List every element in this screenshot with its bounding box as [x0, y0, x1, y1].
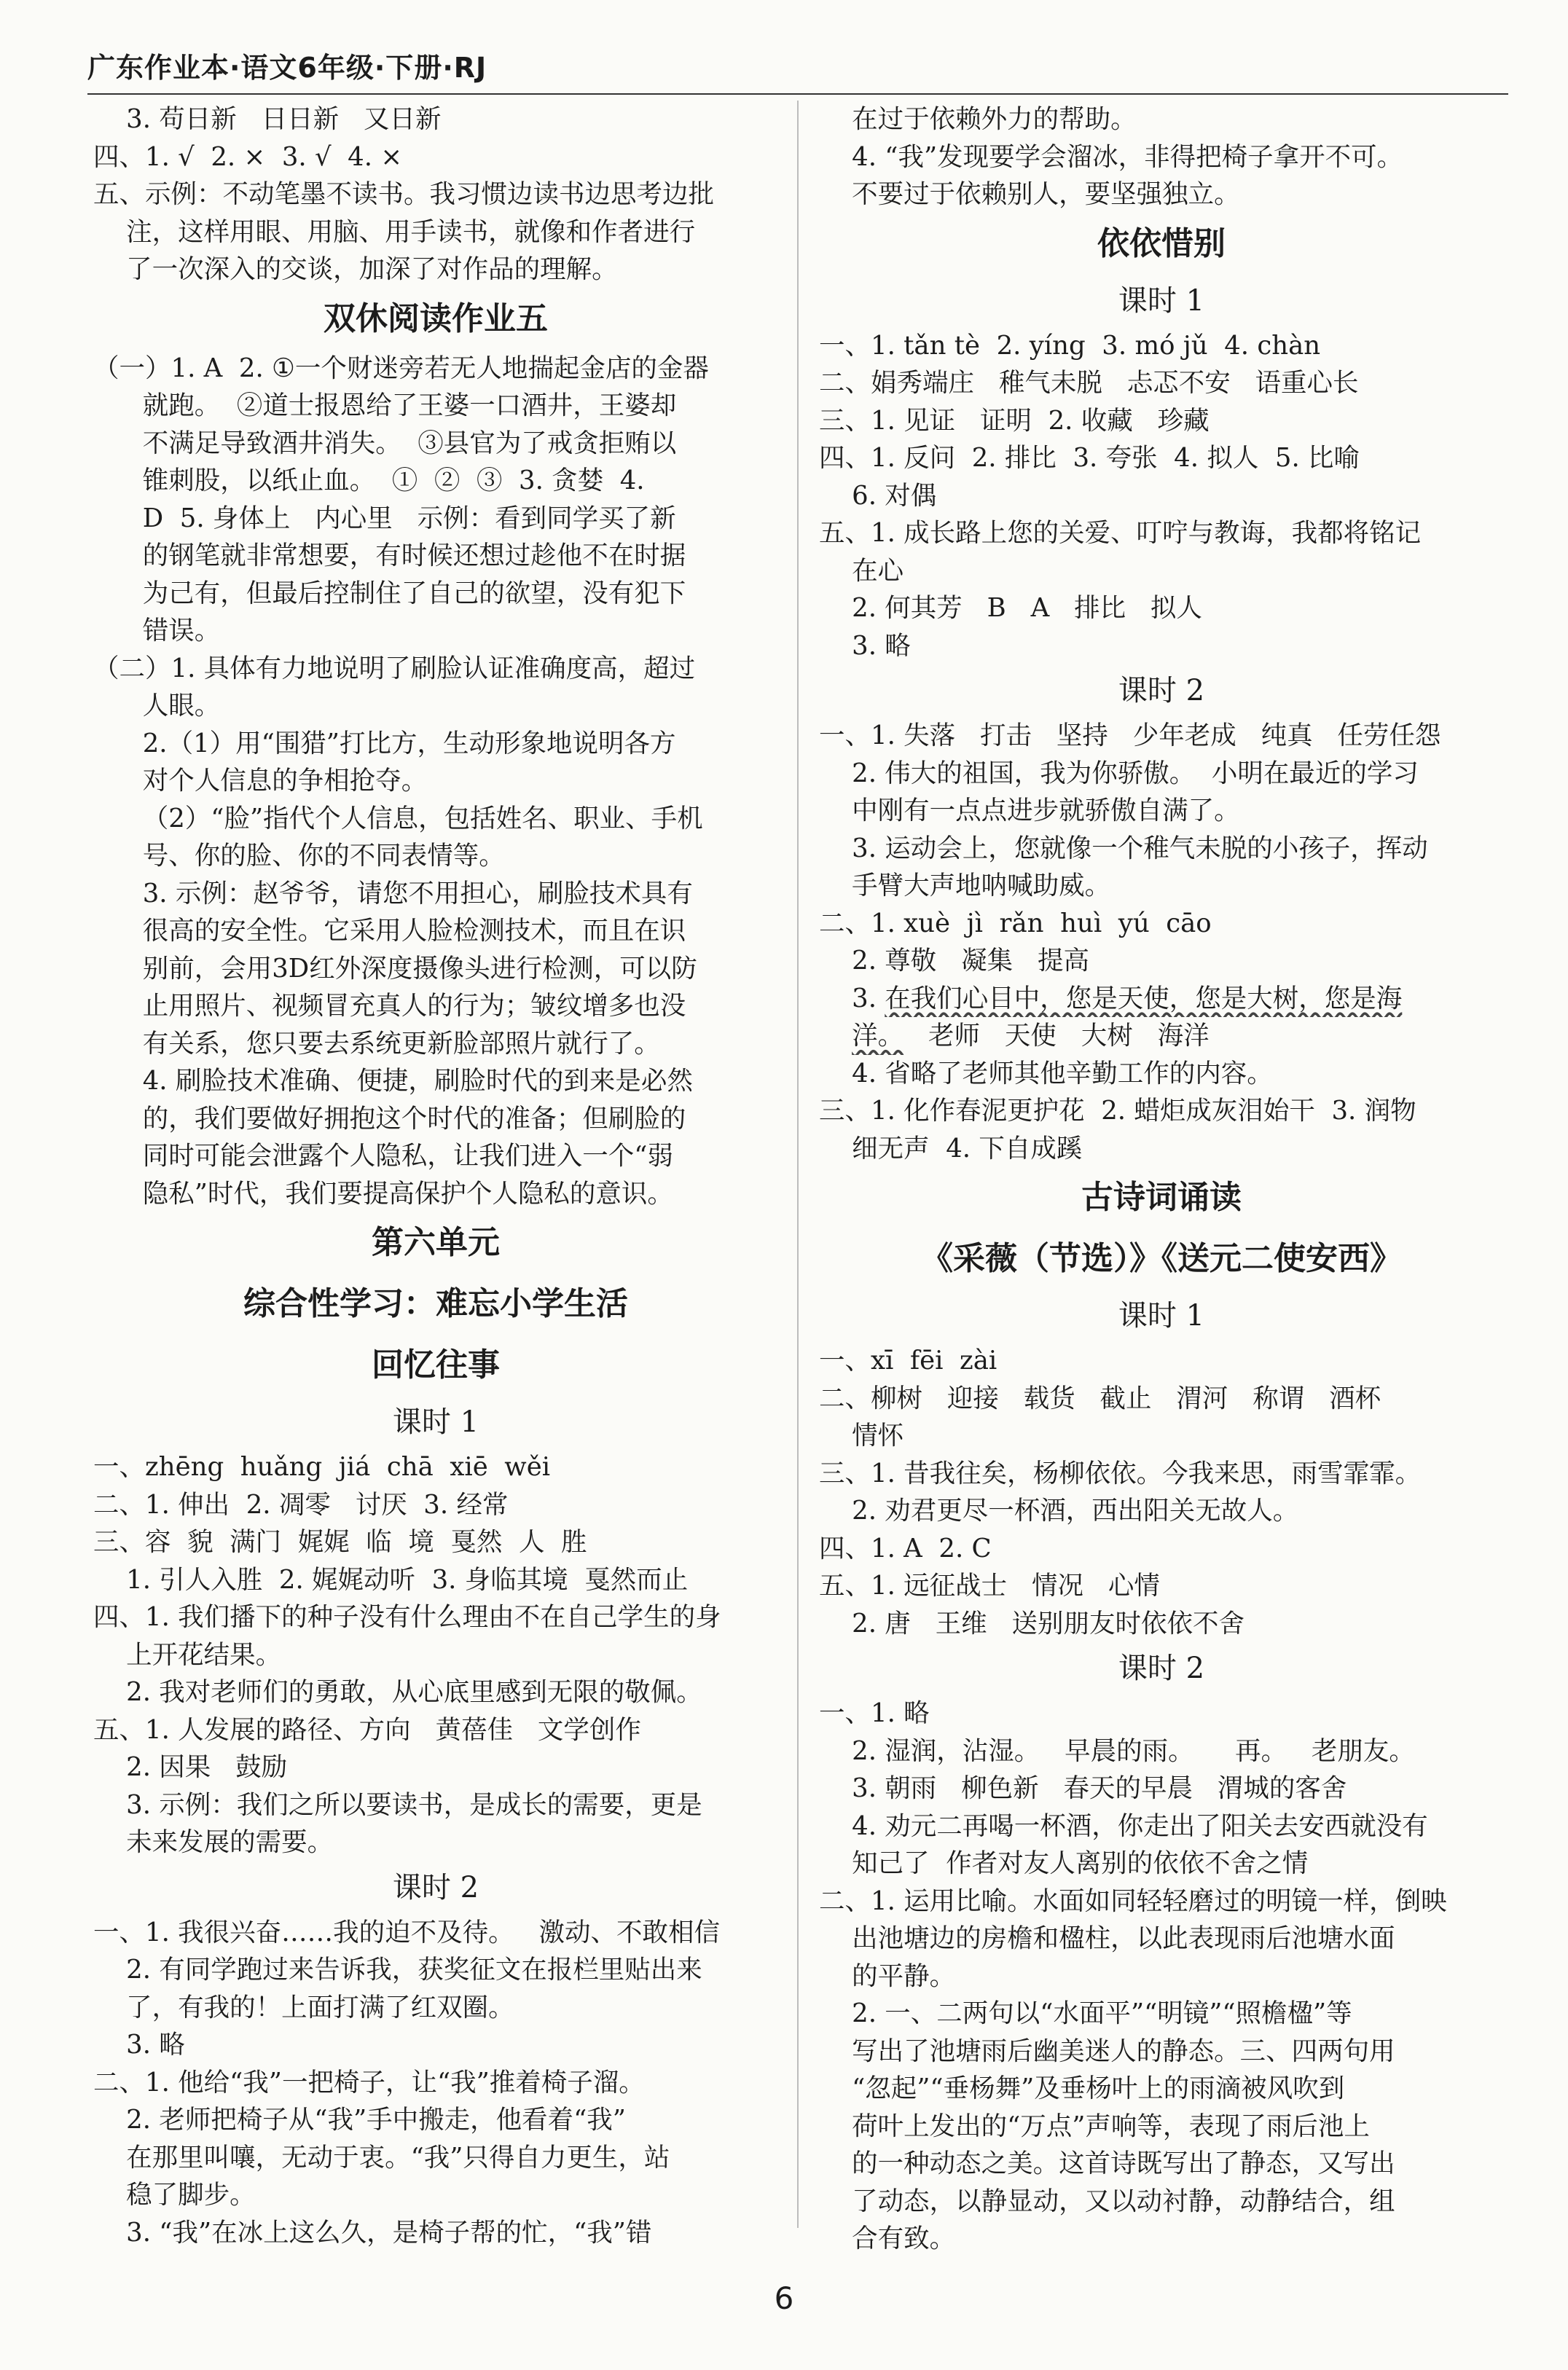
answer-line: 2. 一、二两句以“水面平”“明镜”“照檐楹”等	[819, 1998, 1352, 2028]
answer-line: 三、1. 见证 证明 2. 收藏 珍藏	[819, 405, 1210, 436]
answer-line: 3. 运动会上，您就像一个稚气未脱的小孩子，挥动	[819, 833, 1428, 863]
answer-line: 一、1. 我很兴奋……我的迫不及待。 激动、不敢相信	[93, 1917, 721, 1947]
answer-line: 二、1. 运用比喻。水面如同轻轻磨过的明镜一样，倒映	[819, 1886, 1447, 1916]
header-rule	[87, 93, 1508, 95]
answer-line: 3. 在我们心目中，您是天使，您是大树，您是海	[819, 983, 1403, 1013]
answer-line: 二、1. xuè jì rǎn huì yú cāo	[819, 908, 1212, 938]
answer-line: 4. “我”发现要学会溜冰，非得把椅子拿开不可。	[819, 141, 1403, 172]
answer-line: 中刚有一点点进步就骄傲自满了。	[819, 796, 1240, 825]
answer-line: 四、1. √ 2. × 3. √ 4. ×	[93, 141, 403, 172]
answer-line: 3. 示例：我们之所以要读书，是成长的需要，更是	[93, 1789, 702, 1820]
answer-line: 2. 尊敬 凝集 提高	[819, 946, 1089, 976]
answer-line: 写出了池塘雨后幽美迷人的静态。三、四两句用	[819, 2036, 1395, 2066]
answer-line: 2. 伟大的祖国，我为你骄傲。 小明在最近的学习	[819, 758, 1419, 788]
lesson-heading: 课时 1	[1118, 1299, 1205, 1333]
answer-line: 二、娟秀端庄 稚气未脱 忐忑不安 语重心长	[819, 368, 1359, 398]
answer-line: 2. 我对老师们的勇敢，从心底里感到无限的敬佩。	[93, 1677, 702, 1707]
answer-line: 在过于依赖外力的帮助。	[819, 104, 1137, 134]
answer-line: “忽起”“垂杨舞”及垂杨叶上的雨滴被风吹到	[819, 2073, 1345, 2103]
answer-line: 注，这样用眼、用脑、用手读书，就像和作者进行	[93, 216, 696, 247]
answer-line: 3. 略	[93, 2030, 185, 2060]
answer-line: 一、1. tǎn tè 2. yíng 3. mó jǔ 4. chàn	[819, 330, 1321, 361]
answer-line: 的，我们要做好拥抱这个时代的准备；但刷脸的	[93, 1103, 686, 1134]
answer-line: 稳了脚步。	[93, 2180, 256, 2210]
answer-line: 止用照片、视频冒充真人的行为；皱纹增多也没	[93, 991, 686, 1021]
answer-line: 2. 唐 王维 送别朋友时依依不舍	[819, 1608, 1244, 1639]
answer-line: 3. 朝雨 柳色新 春天的早晨 渭城的客舍	[819, 1773, 1347, 1803]
answer-line: 3. 略	[819, 630, 911, 661]
answer-line: 3. “我”在冰上这么久，是椅子帮的忙，“我”错	[93, 2217, 652, 2248]
answer-line: 错误。	[93, 616, 221, 646]
answer-line: D 5. 身体上 内心里 示例：看到同学买了新	[93, 503, 676, 533]
lesson-heading: 课时 2	[392, 1870, 479, 1904]
answer-line: 4. 省略了老师其他辛勤工作的内容。	[819, 1058, 1273, 1088]
answer-line: 2. 湿润，沾湿。 早晨的雨。 再。 老朋友。	[819, 1735, 1415, 1766]
answer-line: 隐私”时代，我们要提高保护个人隐私的意识。	[93, 1178, 673, 1209]
answer-line: 6. 对偶	[819, 480, 937, 511]
answer-line: 二、1. 他给“我”一把椅子，让“我”推着椅子溜。	[93, 2067, 645, 2098]
answer-line: 二、1. 伸出 2. 凋零 讨厌 3. 经常	[93, 1489, 509, 1520]
answer-line: 的一种动态之美。这首诗既写出了静态，又写出	[819, 2149, 1395, 2178]
answer-line: 五、示例：不动笔墨不读书。我习惯边读书边思考边批	[93, 179, 715, 209]
answer-line: （一）1. A 2. ①一个财迷旁若无人地揣起金店的金器	[93, 353, 709, 383]
wavy-underlined-text: 在我们心目中，您是天使，您是大树，您是海	[885, 983, 1403, 1013]
left-column	[93, 101, 778, 2251]
answer-line: 洋。 老师 天使 大树 海洋	[852, 1021, 1210, 1051]
answer-line: 3. 示例：赵爷爷，请您不用担心，刷脸技术具有	[93, 878, 693, 909]
wavy-underlined-text: 洋。	[852, 1021, 904, 1051]
lesson-heading: 课时 2	[1118, 674, 1205, 707]
answer-line: 1. 引人入胜 2. 娓娓动听 3. 身临其境 戛然而止	[93, 1564, 689, 1595]
answer-line: （2）“脸”指代个人信息，包括姓名、职业、手机	[93, 803, 703, 833]
right-column	[819, 101, 1504, 2258]
answer-line: 一、1. 失落 打击 坚持 少年老成 纯真 任劳任怨	[819, 721, 1441, 750]
answer-line: 很高的安全性。它采用人脸检测技术，而且在识	[93, 916, 686, 946]
answer-line: 二、柳树 迎接 载货 截止 渭河 称谓 酒杯	[819, 1383, 1381, 1413]
answer-line: 一、1. 略	[819, 1698, 930, 1728]
answer-line: 三、1. 昔我往矣，杨柳依依。今我来思，雨雪霏霏。	[819, 1458, 1422, 1488]
column-divider	[797, 101, 799, 2228]
answer-line: 合有致。	[819, 2224, 956, 2253]
lesson-heading: 课时 1	[1118, 283, 1205, 318]
answer-line: 锥刺股，以纸止血。 ① ② ③ 3. 贪婪 4.	[93, 466, 645, 495]
answer-line: 出池塘边的房檐和楹柱，以此表现雨后池塘水面	[819, 1923, 1395, 1953]
answer-line: 情怀	[819, 1421, 904, 1451]
lesson-heading: 课时 2	[1118, 1652, 1205, 1685]
answer-line: 4. 刷脸技术准确、便捷，刷脸时代的到来是必然	[93, 1066, 693, 1096]
answer-line: 3. 苟日新 日日新 又日新	[93, 104, 442, 134]
answer-line: 就跑。 ②道士报恩给了王婆一口酒井，王婆却	[93, 391, 677, 420]
answer-line: （二）1. 具体有力地说明了刷脸认证准确度高，超过	[93, 653, 696, 683]
answer-line: 了一次深入的交谈，加深了对作品的理解。	[93, 254, 618, 284]
answer-line: 的平静。	[819, 1961, 956, 1991]
answer-line: 五、1. 远征战士 情况 心情	[819, 1571, 1160, 1601]
answer-line: 四、1. A 2. C	[819, 1533, 992, 1563]
section-heading: 古诗词诵读	[1081, 1179, 1242, 1216]
answer-line: 2. 何其芳 B A 排比 拟人	[819, 593, 1202, 623]
answer-line: 2.（1）用“围猎”打比方，生动形象地说明各方	[93, 728, 676, 758]
answer-line: 四、1. 反问 2. 排比 3. 夸张 4. 拟人 5. 比喻	[819, 443, 1360, 473]
answer-line: 五、1. 成长路上您的关爱、叮咛与教诲，我都将铭记	[819, 518, 1422, 548]
answer-line: 号、你的脸、你的不同表情等。	[93, 841, 505, 871]
answer-line: 不满足导致酒井消失。 ③县官为了戒贪拒贿以	[93, 428, 677, 458]
answer-line: 人眼。	[93, 691, 221, 721]
answer-line: 4. 劝元二再喝一杯酒，你走出了阳关去安西就没有	[819, 1810, 1428, 1841]
answer-line: 三、容 貌 满门 娓娓 临 境 戛然 人 胜	[93, 1527, 587, 1557]
answer-line: 有关系，您只要去系统更新脸部照片就行了。	[93, 1028, 660, 1059]
answer-line: 手臂大声地呐喊助威。	[819, 871, 1111, 900]
answer-line: 2. 老师把椅子从“我”手中搬走，他看着“我”	[93, 2105, 626, 2135]
answer-line: 了动态，以静显动，又以动衬静，动静结合，组	[819, 2186, 1395, 2216]
page-number: 6	[774, 2280, 794, 2316]
answer-line: 在那里叫嚷，无动于衷。“我”只得自力更生，站	[93, 2142, 670, 2173]
answer-line: 对个人信息的争相抢夺。	[93, 766, 428, 796]
answer-line: 2. 劝君更尽一杯酒，西出阳关无故人。	[819, 1496, 1299, 1526]
section-heading: 依依惜别	[1097, 224, 1226, 262]
answer-line: 上开花结果。	[93, 1639, 282, 1670]
answer-line: 细无声 4. 下自成蹊	[819, 1133, 1083, 1164]
answer-line: 一、xī fēi zài	[819, 1346, 997, 1376]
answer-line: 2. 因果 鼓励	[93, 1752, 288, 1782]
answer-line: 别前，会用3D红外深度摄像头进行检测，可以防	[93, 953, 697, 984]
answer-line: 同时可能会泄露个人隐私，让我们进入一个“弱	[93, 1141, 673, 1171]
section-heading: 回忆往事	[372, 1346, 500, 1384]
answer-line: 2. 有同学跑过来告诉我，获奖征文在报栏里贴出来	[93, 1955, 702, 1985]
section-heading: 《采薇（节选）》《送元二使安西》	[921, 1240, 1402, 1277]
section-heading: 双休阅读作业五	[324, 299, 548, 337]
answer-line: 的钢笔就非常想要，有时候还想过趁他不在时据	[93, 541, 686, 570]
answer-line: 为己有，但最后控制住了自己的欲望，没有犯下	[93, 578, 686, 608]
lesson-heading: 课时 1	[392, 1405, 479, 1439]
section-heading: 第六单元	[372, 1224, 500, 1261]
page-header: 广东作业本·语文6年级·下册·RJ	[87, 52, 487, 84]
answer-line: 在心	[819, 555, 904, 586]
answer-line: 了，有我的！上面打满了红双圈。	[93, 1992, 514, 2022]
answer-line: 未来发展的需要。	[93, 1827, 334, 1857]
answer-line: 不要过于依赖别人，要坚强独立。	[819, 179, 1240, 209]
answer-line: 三、1. 化作春泥更护花 2. 蜡炬成灰泪始干 3. 润物	[819, 1096, 1416, 1126]
answer-line: 四、1. 我们播下的种子没有什么理由不在自己学生的身	[93, 1602, 721, 1632]
answer-line: 五、1. 人发展的路径、方向 黄蓓佳 文学创作	[93, 1714, 641, 1745]
answer-line: 一、zhēng huǎng jiá chā xiē wěi	[93, 1452, 551, 1482]
section-heading: 综合性学习：难忘小学生活	[243, 1285, 628, 1322]
answer-line: 荷叶上发出的“万点”声响等，表现了雨后池上	[819, 2111, 1370, 2141]
answer-line: 知己了 作者对友人离别的依依不舍之情	[819, 1848, 1309, 1878]
